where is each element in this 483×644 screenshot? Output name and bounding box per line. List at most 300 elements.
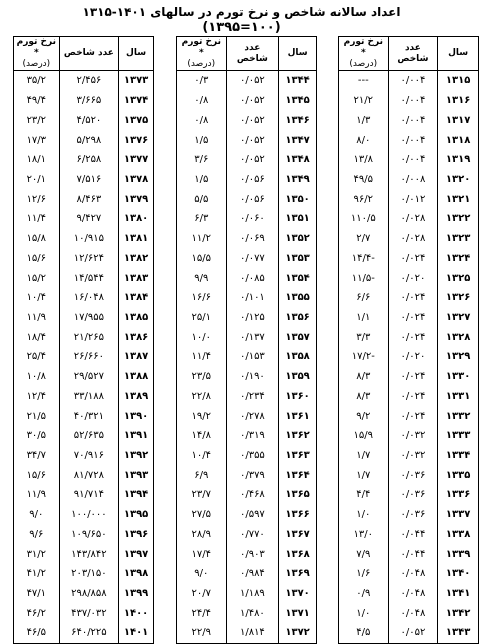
index-cell: ۰/۰۶۰ (226, 209, 279, 229)
table-row (177, 387, 317, 407)
index-cell: ۳۳/۱۸۸ (59, 387, 119, 407)
table-row (14, 347, 154, 367)
index-cell: ۰/۰۲۴ (388, 367, 438, 387)
rate-cell: ۱/۷ (356, 450, 371, 462)
rate-cell: ۱۱/۴ (26, 213, 47, 225)
table-row (339, 347, 479, 367)
table-row (14, 584, 154, 604)
year-cell: ۱۳۷۷ (119, 150, 154, 170)
rate-cell: ۱/۰ (356, 509, 371, 521)
index-cell: ۰/۲۷۸ (226, 406, 279, 426)
header-rate-label: نرخ تورم * (181, 37, 221, 58)
index-cell: ۰/۳۷۹ (226, 465, 279, 485)
rate-cell: ۲۳/۷ (191, 489, 212, 501)
index-cell: ۰/۱۰۱ (226, 288, 279, 308)
year-cell: ۱۳۵۱ (279, 209, 317, 229)
year-cell: ۱۳۲۱ (438, 189, 479, 209)
year-cell: ۱۳۹۷ (119, 544, 154, 564)
year-cell: ۱۳۲۳ (438, 229, 479, 249)
index-cell: ۰/۰۴۴ (388, 525, 438, 545)
table-row (339, 327, 479, 347)
rate-cell: ۱۵/۶ (26, 252, 47, 264)
table-row (339, 229, 479, 249)
rate-cell: ۲/۷ (356, 233, 371, 245)
inflation-table-2 (176, 36, 317, 644)
rate-cell: --- (357, 75, 369, 87)
year-cell: ۱۳۹۲ (119, 446, 154, 466)
index-cell: ۰/۰۰۴ (388, 91, 438, 111)
rate-cell: ۸/۳ (356, 371, 371, 383)
index-cell: ۱۴/۵۴۴ (59, 268, 119, 288)
title-block (0, 4, 483, 36)
rate-cell: ۴۶/۵ (26, 627, 47, 639)
rate-cell: ۴/۴ (356, 489, 371, 501)
index-cell: ۱۰۰/۰۰۰ (59, 505, 119, 525)
rate-cell: ۴۹/۴ (26, 95, 47, 107)
table-row (339, 150, 479, 170)
rate-cell: ۴/۵ (356, 627, 371, 639)
year-cell: ۱۳۹۸ (119, 564, 154, 584)
index-cell: ۰/۰۲۴ (388, 288, 438, 308)
rate-cell: ۱۷/۴ (191, 548, 212, 560)
rate-cell: ۱۴/۸ (191, 430, 212, 442)
year-cell: ۱۳۶۸ (279, 544, 317, 564)
year-cell: ۱۳۶۱ (279, 406, 317, 426)
rate-cell: ۳۰/۵ (26, 430, 47, 442)
table-row (339, 367, 479, 387)
table-row (339, 603, 479, 623)
index-cell: ۰/۲۳۴ (226, 387, 279, 407)
header-rate-label: نرخ تورم * (16, 37, 57, 58)
year-cell: ۱۳۵۰ (279, 189, 317, 209)
table-row (339, 406, 479, 426)
rate-cell: ۵/۵ (194, 193, 209, 205)
year-cell: ۱۳۴۹ (279, 170, 317, 190)
table-row (177, 229, 317, 249)
index-cell: ۱/۸۱۴ (226, 623, 279, 643)
table-row (177, 623, 317, 643)
inflation-table-1 (338, 36, 479, 644)
rate-cell: ۲۴/۴ (191, 607, 212, 619)
table-header-row (177, 37, 317, 71)
rate-cell: ۱/۵ (194, 134, 209, 146)
rate-cell: ۲۵/۱ (191, 311, 212, 323)
header-index: عدد شاخص (59, 37, 119, 71)
index-cell: ۰/۰۲۴ (388, 248, 438, 268)
table-row (177, 485, 317, 505)
table-row (339, 544, 479, 564)
year-cell: ۱۳۵۵ (279, 288, 317, 308)
index-cell: ۰/۹۸۴ (226, 564, 279, 584)
index-cell: ۱۶/۰۴۸ (59, 288, 119, 308)
table-row (339, 308, 479, 328)
table-row (177, 130, 317, 150)
index-cell: ۰/۰۴۸ (388, 584, 438, 604)
year-cell: ۱۳۶۲ (279, 426, 317, 446)
year-cell: ۱۳۴۸ (279, 150, 317, 170)
year-cell: ۱۳۳۴ (438, 446, 479, 466)
rate-cell: ۱۰/۸ (26, 371, 47, 383)
table-row (339, 288, 479, 308)
table-row (14, 564, 154, 584)
index-cell: ۰/۰۳۲ (388, 446, 438, 466)
year-cell: ۱۳۶۴ (279, 465, 317, 485)
index-cell: ۴۳۷/۰۳۲ (59, 603, 119, 623)
year-cell: ۱۳۳۹ (438, 544, 479, 564)
rate-cell: ۹/۰ (194, 568, 209, 580)
year-cell: ۱۳۳۸ (438, 525, 479, 545)
inflation-table-3 (13, 36, 154, 644)
index-cell: ۹/۴۲۷ (59, 209, 119, 229)
year-cell: ۱۳۹۳ (119, 465, 154, 485)
rate-cell: ۲۳/۵ (191, 371, 212, 383)
index-cell: ۰/۰۳۲ (388, 426, 438, 446)
table-row (177, 544, 317, 564)
rate-cell: ۲۵/۴ (26, 351, 47, 363)
table-header-row (339, 37, 479, 71)
index-cell: ۱۷/۹۵۵ (59, 308, 119, 328)
table-row (14, 525, 154, 545)
index-cell: ۰/۰۵۲ (388, 623, 438, 643)
header-rate (339, 37, 389, 71)
rate-cell: ۹/۶ (29, 528, 44, 540)
rate-cell: ۲۰/۷ (191, 588, 212, 600)
rate-cell: ۰/۳ (194, 75, 209, 87)
rate-cell: ۲۲/۹ (191, 627, 212, 639)
rate-cell: -۱۴/۴ (351, 252, 375, 264)
year-cell: ۱۳۴۵ (279, 91, 317, 111)
year-cell: ۱۳۷۹ (119, 189, 154, 209)
table-row (339, 564, 479, 584)
index-cell: ۱۰/۹۱۵ (59, 229, 119, 249)
table-row (177, 426, 317, 446)
table-row (177, 564, 317, 584)
index-cell: ۱۰۹/۶۵۰ (59, 525, 119, 545)
year-cell: ۱۳۸۲ (119, 248, 154, 268)
rate-cell: ۱۸/۱ (26, 154, 47, 166)
rate-cell: ۱۵/۹ (353, 430, 374, 442)
year-cell: ۱۳۷۵ (119, 110, 154, 130)
year-cell: ۱۳۲۸ (438, 327, 479, 347)
year-cell: ۱۳۷۱ (279, 603, 317, 623)
rate-cell: ۰/۸ (194, 95, 209, 107)
year-cell: ۱۳۱۶ (438, 91, 479, 111)
year-cell: ۱۳۱۸ (438, 130, 479, 150)
year-cell: ۱۳۶۹ (279, 564, 317, 584)
rate-cell: ۰/۸ (194, 114, 209, 126)
year-cell: ۱۳۲۹ (438, 347, 479, 367)
year-cell: ۱۳۸۱ (119, 229, 154, 249)
rate-cell: ۱۳/۰ (353, 528, 374, 540)
rate-cell: ۹/۹ (194, 272, 209, 284)
index-cell: ۰/۰۴۸ (388, 564, 438, 584)
year-cell: ۱۳۸۵ (119, 308, 154, 328)
rate-cell: ۴۹/۵ (353, 173, 374, 185)
index-cell: ۱۲/۶۲۴ (59, 248, 119, 268)
table-row (177, 465, 317, 485)
table-row (14, 623, 154, 643)
index-cell: ۰/۰۳۶ (388, 465, 438, 485)
index-cell: ۰/۰۵۲ (226, 71, 279, 91)
year-cell: ۱۳۴۴ (279, 71, 317, 91)
rate-cell: ۱/۰ (356, 607, 371, 619)
year-cell: ۱۴۰۰ (119, 603, 154, 623)
rate-cell: ۱/۷ (356, 469, 371, 481)
year-cell: ۱۳۹۹ (119, 584, 154, 604)
table-row (339, 465, 479, 485)
table-row (177, 91, 317, 111)
table-row (339, 110, 479, 130)
year-cell: ۱۳۳۷ (438, 505, 479, 525)
rate-cell: ۲۷/۵ (191, 509, 212, 521)
table-row (177, 110, 317, 130)
table-row (14, 544, 154, 564)
table-row (14, 71, 154, 91)
rate-cell: ۱۱۰/۵ (350, 213, 376, 225)
table-row (14, 406, 154, 426)
year-cell: ۱۳۴۱ (438, 584, 479, 604)
header-year: سال (119, 37, 154, 71)
year-cell: ۱۳۳۰ (438, 367, 479, 387)
rate-cell: ۱۱/۲ (191, 233, 212, 245)
rate-cell: ۱۷/۳ (26, 134, 47, 146)
index-cell: ۰/۰۲۰ (388, 347, 438, 367)
table-row (177, 170, 317, 190)
index-cell: ۰/۹۰۳ (226, 544, 279, 564)
year-cell: ۱۳۸۰ (119, 209, 154, 229)
table-row (339, 485, 479, 505)
rate-cell: ۲۸/۹ (191, 528, 212, 540)
rate-cell: ۳/۳ (356, 331, 371, 343)
index-cell: ۰/۰۵۶ (226, 189, 279, 209)
table-row (177, 446, 317, 466)
rate-cell: ۳۴/۷ (26, 450, 47, 462)
year-cell: ۱۳۱۷ (438, 110, 479, 130)
year-cell: ۱۳۶۵ (279, 485, 317, 505)
table-row (14, 446, 154, 466)
index-cell: ۳/۶۶۵ (59, 91, 119, 111)
year-cell: ۱۳۳۱ (438, 387, 479, 407)
index-cell: ۰/۱۲۵ (226, 308, 279, 328)
index-cell: ۰/۴۶۸ (226, 485, 279, 505)
rate-cell: ۶/۹ (194, 469, 209, 481)
rate-cell: ۱۹/۲ (191, 410, 212, 422)
index-cell: ۱/۴۸۰ (226, 603, 279, 623)
index-cell: ۰/۰۳۶ (388, 505, 438, 525)
table-row (339, 170, 479, 190)
index-cell: ۲۰۳/۱۵۰ (59, 564, 119, 584)
rate-cell: ۲۰/۱ (26, 173, 47, 185)
table-row (339, 584, 479, 604)
year-cell: ۱۳۵۸ (279, 347, 317, 367)
rate-cell: ۹/۲ (356, 410, 371, 422)
index-cell: ۶/۲۵۸ (59, 150, 119, 170)
index-cell: ۲/۴۵۶ (59, 71, 119, 91)
index-cell: ۰/۰۵۶ (226, 170, 279, 190)
index-cell: ۰/۰۰۴ (388, 150, 438, 170)
rate-cell: ۱۵/۵ (191, 252, 212, 264)
table-row (339, 91, 479, 111)
year-cell: ۱۳۵۴ (279, 268, 317, 288)
year-cell: ۱۳۶۷ (279, 525, 317, 545)
rate-cell: ۲۲/۸ (191, 390, 212, 402)
rate-cell: ۱۰/۴ (26, 292, 47, 304)
table-row (339, 446, 479, 466)
index-cell: ۰/۰۶۹ (226, 229, 279, 249)
index-cell: ۰/۷۷۰ (226, 525, 279, 545)
index-cell: ۰/۰۲۴ (388, 308, 438, 328)
table-row (14, 465, 154, 485)
table-row (177, 406, 317, 426)
rate-cell: ۱۱/۴ (191, 351, 212, 363)
rate-cell: ۱/۳ (356, 114, 371, 126)
year-cell: ۱۳۷۰ (279, 584, 317, 604)
index-cell: ۰/۰۰۴ (388, 110, 438, 130)
index-cell: ۰/۰۲۰ (388, 268, 438, 288)
year-cell: ۱۳۷۳ (119, 71, 154, 91)
rate-cell: ۴۶/۲ (26, 607, 47, 619)
year-cell: ۱۳۹۴ (119, 485, 154, 505)
index-cell: ۴/۵۲۰ (59, 110, 119, 130)
table-row (339, 426, 479, 446)
rate-cell: ۳۵/۲ (26, 75, 47, 87)
year-cell: ۱۳۸۴ (119, 288, 154, 308)
index-cell: ۰/۰۱۲ (388, 189, 438, 209)
index-cell: ۶۴۰/۲۲۵ (59, 623, 119, 643)
page-subtitle: (۱۰۰=۱۳۹۵) (202, 20, 281, 35)
rate-cell: ۲۱/۵ (26, 410, 47, 422)
year-cell: ۱۳۵۹ (279, 367, 317, 387)
table-row (14, 209, 154, 229)
table-row (177, 505, 317, 525)
index-cell: ۰/۰۷۷ (226, 248, 279, 268)
year-cell: ۱۳۹۰ (119, 406, 154, 426)
rate-cell: ۱۱/۹ (26, 489, 47, 501)
rate-cell: ۱۵/۲ (26, 272, 47, 284)
index-cell: ۰/۰۰۴ (388, 71, 438, 91)
table-body (339, 71, 479, 644)
year-cell: ۱۳۴۳ (438, 623, 479, 643)
table-body (14, 71, 154, 644)
table-row (14, 189, 154, 209)
index-cell: ۸/۴۶۳ (59, 189, 119, 209)
year-cell: ۱۳۴۰ (438, 564, 479, 584)
year-cell: ۱۳۱۵ (438, 71, 479, 91)
table-row (14, 170, 154, 190)
table-row (339, 525, 479, 545)
year-cell: ۱۳۸۶ (119, 327, 154, 347)
index-cell: ۱/۱۸۹ (226, 584, 279, 604)
table-row (14, 130, 154, 150)
rate-cell: ۳/۶ (194, 154, 209, 166)
table-row (177, 150, 317, 170)
table-row (177, 268, 317, 288)
year-cell: ۱۳۶۰ (279, 387, 317, 407)
table-row (14, 288, 154, 308)
table-row (339, 189, 479, 209)
table-row (177, 71, 317, 91)
index-cell: ۰/۰۰۴ (388, 130, 438, 150)
rate-cell: ۲۳/۲ (26, 114, 47, 126)
rate-cell: -۱۷/۲ (351, 351, 375, 363)
table-row (177, 347, 317, 367)
table-row (339, 268, 479, 288)
year-cell: ۱۳۹۶ (119, 525, 154, 545)
index-cell: ۰/۰۲۸ (388, 209, 438, 229)
index-cell: ۰/۱۳۷ (226, 327, 279, 347)
rate-cell: ۱۳/۸ (353, 154, 374, 166)
table-header-row (14, 37, 154, 71)
rate-cell: ۳۱/۲ (26, 548, 47, 560)
year-cell: ۱۳۸۳ (119, 268, 154, 288)
table-row (14, 150, 154, 170)
header-index: عدد شاخص (388, 37, 438, 71)
table-row (177, 327, 317, 347)
table-row (14, 367, 154, 387)
rate-cell: ۰/۹ (356, 588, 371, 600)
header-rate-unit: (درصد) (22, 59, 51, 69)
year-cell: ۱۳۸۷ (119, 347, 154, 367)
index-cell: ۰/۳۱۹ (226, 426, 279, 446)
index-cell: ۴۰/۳۲۱ (59, 406, 119, 426)
index-cell: ۰/۳۵۵ (226, 446, 279, 466)
rate-cell: ۷/۹ (356, 548, 371, 560)
table-row (177, 288, 317, 308)
rate-cell: ۸/۰ (356, 134, 371, 146)
index-cell: ۰/۰۴۸ (388, 603, 438, 623)
table-row (14, 248, 154, 268)
year-cell: ۱۳۱۹ (438, 150, 479, 170)
index-cell: ۰/۰۳۶ (388, 485, 438, 505)
year-cell: ۱۳۵۲ (279, 229, 317, 249)
table-row (177, 367, 317, 387)
index-cell: ۲۹۸/۸۵۸ (59, 584, 119, 604)
rate-cell: ۹/۰ (29, 509, 44, 521)
table-row (177, 603, 317, 623)
rate-cell: ۱۵/۶ (26, 469, 47, 481)
index-cell: ۵۲/۶۳۵ (59, 426, 119, 446)
year-cell: ۱۳۳۶ (438, 485, 479, 505)
year-cell: ۱۳۴۷ (279, 130, 317, 150)
index-cell: ۰/۱۹۰ (226, 367, 279, 387)
year-cell: ۱۳۷۶ (119, 130, 154, 150)
table-row (177, 584, 317, 604)
index-cell: ۹۱/۷۱۴ (59, 485, 119, 505)
table-row (339, 623, 479, 643)
year-cell: ۱۳۲۷ (438, 308, 479, 328)
table-row (14, 387, 154, 407)
index-cell: ۰/۰۰۸ (388, 170, 438, 190)
header-rate-unit: (درصد) (349, 59, 378, 69)
index-cell: ۰/۰۵۲ (226, 150, 279, 170)
table-row (177, 525, 317, 545)
rate-cell: ۴۱/۲ (26, 568, 47, 580)
year-cell: ۱۳۹۱ (119, 426, 154, 446)
year-cell: ۱۴۰۱ (119, 623, 154, 643)
year-cell: ۱۳۸۸ (119, 367, 154, 387)
header-year: سال (279, 37, 317, 71)
rate-cell: ۱۰/۴ (191, 450, 212, 462)
index-cell: ۲۶/۶۶۰ (59, 347, 119, 367)
year-cell: ۱۳۹۵ (119, 505, 154, 525)
index-cell: ۸۱/۷۲۸ (59, 465, 119, 485)
index-cell: ۰/۱۵۳ (226, 347, 279, 367)
rate-cell: ۴۷/۱ (26, 588, 47, 600)
table-row (339, 71, 479, 91)
table-row (14, 91, 154, 111)
table-row (14, 603, 154, 623)
index-cell: ۰/۰۵۲ (226, 110, 279, 130)
